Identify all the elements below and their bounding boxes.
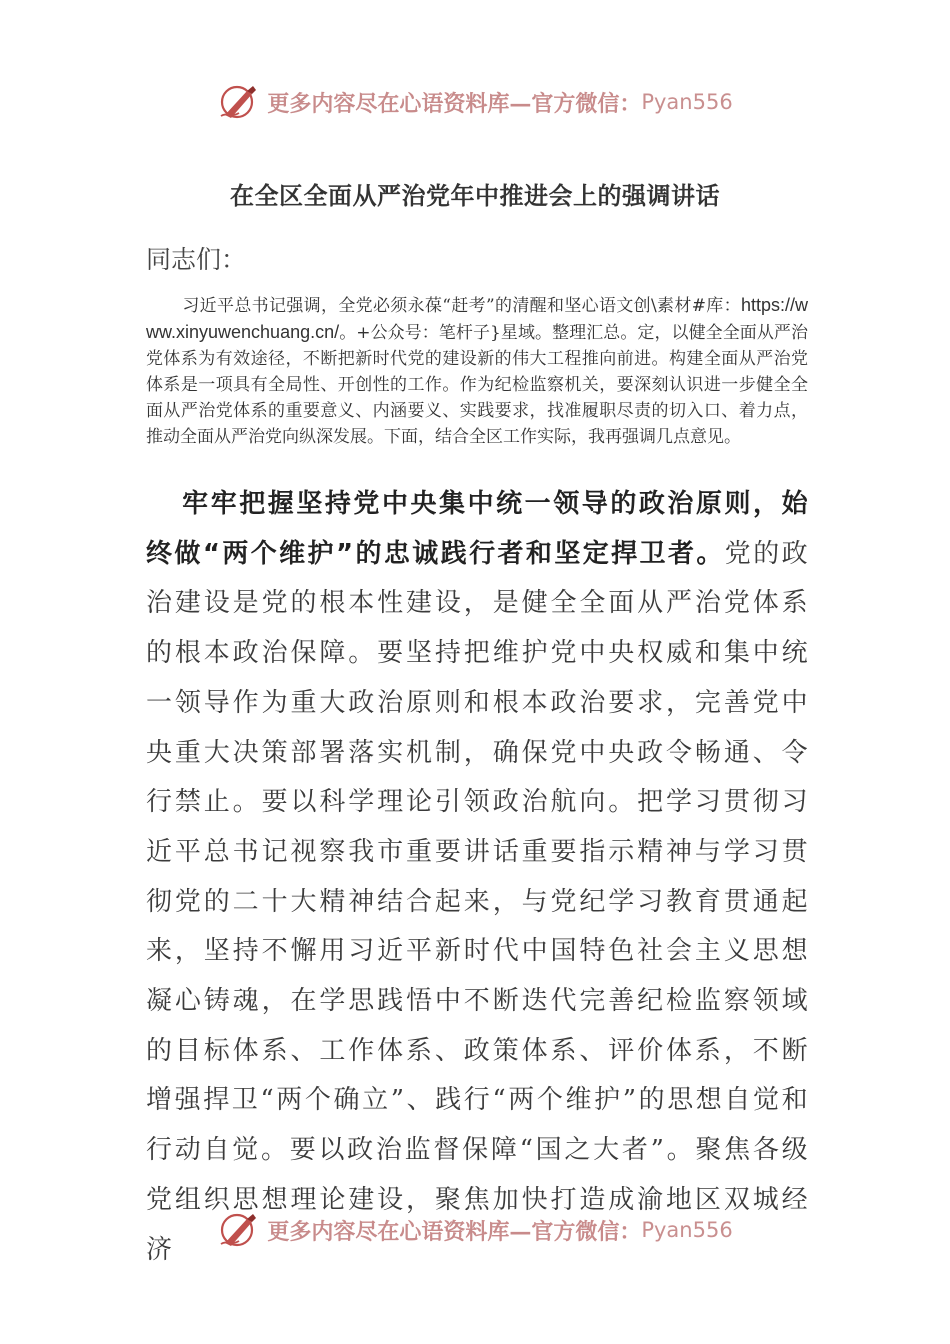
banner-wechat-id: Pyan556 xyxy=(641,90,733,114)
intro-text-part2: 。+公众号：笔杆子}星域。整理汇总。定，以健全全面从严治党体系为有效途径，不断把新时代党的建设新的伟大工程推向前进。构建全面从严治党体系是一项具有全局性、开创性的工作。作为纪检监察机关，要深刻认识进一步健全全面从严治党体系的重要意义、内涵要义、实践要求，找准履职尽责的切入口、着力点，推动全面从严治党向纵深发展。下面，结合全区工作实际，我再强调几点意见。 xyxy=(146,323,808,447)
banner-wechat-id: Pyan556 xyxy=(641,1218,733,1242)
salutation: 同志们： xyxy=(146,245,247,274)
banner-text: 更多内容尽在心语资料库—官方微信： xyxy=(267,90,642,117)
intro-paragraph xyxy=(146,292,808,450)
pen-nib-logo-icon xyxy=(217,1210,261,1250)
pen-nib-logo-icon xyxy=(217,82,261,122)
document-title: 在全区全面从严治党年中推进会上的强调讲话 xyxy=(230,182,720,210)
section-1-body: 党的政治建设是党的根本性建设，是健全全面从严治党体系的根本政治保障。要坚持把维护党中央权威和集中统一领导作为重大政治原则和根本政治要求，完善党中央重大决策部署落实机制，确保党中央政令畅通、令行禁止。要以科学理论引领政治航向。把学习贯彻习近平总书记视察我市重要讲话重要指示精神与学习贯彻党的二十大精神结合起来，与党纪学习教育贯通起来，坚持不懈用习近平新时代中国特色社会主义思想凝心铸魂，在学思践悟中不断迭代完善纪检监察领域的目标体系、工作体系、政策体系、评价体系，不断增强捍卫“两个确立”、践行“两个维护”的思想自觉和行动自觉。要以政治监督保障“国之大者”。聚焦各级党组织思想理论建设，聚焦加快打造成渝地区双城经济 xyxy=(146,538,811,1265)
section-1-heading: 牢牢把握坚持党中央集中统一领导的政治原则，始终做“两个维护”的忠诚践行者和坚定捍卫者。 xyxy=(146,489,810,569)
intro-url: https://www.xinyuwenchuang.cn/ xyxy=(146,295,808,342)
intro-text-part1: 习近平总书记强调，全党必须永葆“赶考”的清醒和坚心语文创\素材#库： xyxy=(182,296,741,316)
banner-text: 更多内容尽在心语资料库—官方微信： xyxy=(267,1218,642,1245)
footer-banner xyxy=(0,1206,950,1254)
header-banner xyxy=(0,78,950,126)
section-1-paragraph xyxy=(146,480,810,1275)
